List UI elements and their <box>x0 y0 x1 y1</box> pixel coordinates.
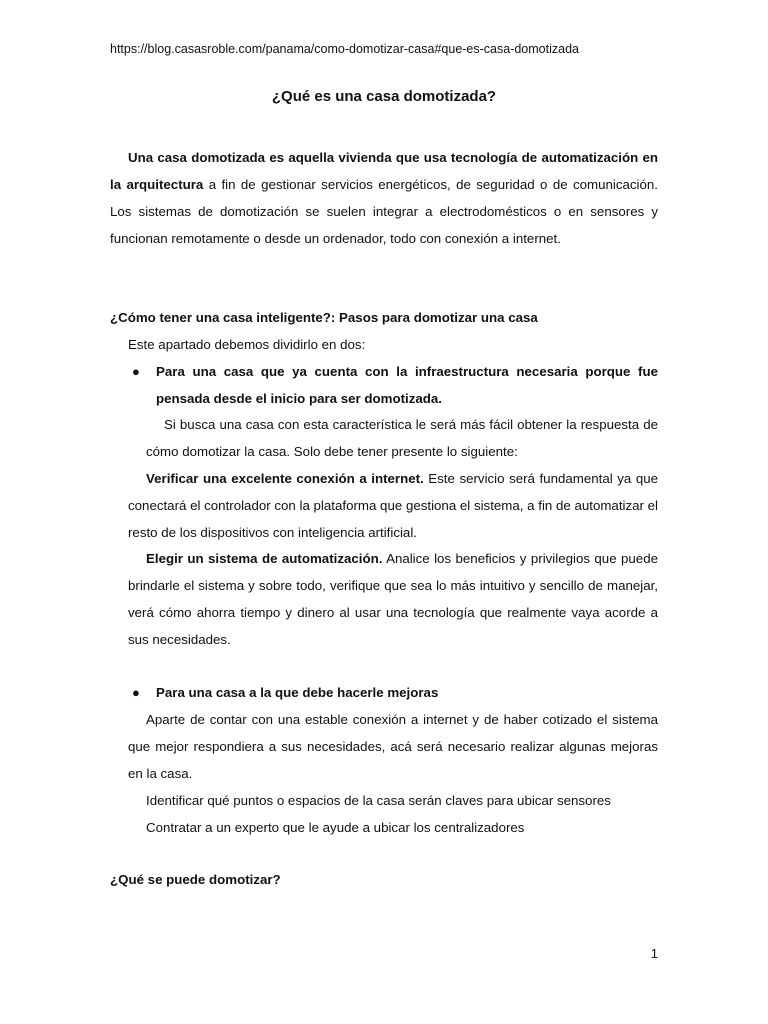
bullet-icon: ● <box>132 685 140 700</box>
paragraph-rest: Analice los beneficios y privilegios que puede brindarle el sistema y sobre todo, verifique que sea lo más intuitivo y sencillo de manejar, verá cómo ahorra tiempo y dinero al usar una tecnología que realmente vaya acorde a sus necesidades. <box>128 551 658 647</box>
list-line: Contratar a un experto que le ayude a ubicar los centralizadores <box>146 820 525 835</box>
paragraph-bold: Elegir un sistema de automatización. <box>146 551 383 566</box>
page-title: ¿Qué es una casa domotizada? <box>271 88 497 105</box>
intro-paragraph <box>110 144 658 252</box>
paragraph: Aparte de contar con una estable conexión a internet y de haber cotizado el sistema que mejor respondiera a sus necesidades, acá será necesario realizar algunas mejoras en la casa. <box>128 712 658 781</box>
page-number: 1 <box>650 946 658 961</box>
source-url: https://blog.casasroble.com/panama/como-domotizar-casa#que-es-casa-domotizada <box>110 42 579 56</box>
list-line: Identificar qué puntos o espacios de la casa serán claves para ubicar sensores <box>146 793 611 808</box>
paragraph-rest: Este servicio será fundamental ya que conectará el controlador con la plataforma que gestiona el sistema, a fin de automatizar el resto de los dispositivos con inteligencia artificial. <box>128 471 659 540</box>
intro-rest: a fin de gestionar servicios energéticos, de seguridad o de comunicación. Los sistemas de domotización se suelen integrar a electrodomésticos o en sensores y funcionan remotamente o desde un ordenador, todo con conexión a internet. <box>110 177 658 246</box>
bullet-icon: ● <box>132 364 140 379</box>
paragraph-bold: Verificar una excelente conexión a internet. <box>146 471 424 486</box>
bullet-text: Para una casa a la que debe hacerle mejoras <box>156 685 439 700</box>
section-heading-what: ¿Qué se puede domotizar? <box>110 872 281 887</box>
intro-lead: Una casa domotizada es aquella vivienda que usa tecnología de automatización en la arquitectura <box>110 150 658 192</box>
paragraph-connection <box>128 465 658 546</box>
bullet-text: Para una casa que ya cuenta con la infraestructura necesaria porque fue pensada desde el inicio para ser domotizada. <box>156 364 658 406</box>
bullet-item-improvements <box>128 679 658 706</box>
section-heading-steps: ¿Cómo tener una casa inteligente?: Pasos para domotizar una casa <box>110 310 538 325</box>
paragraph-system <box>128 545 658 653</box>
bullet-item-existing <box>128 358 658 412</box>
section-subintro: Este apartado debemos dividirlo en dos: <box>128 337 366 352</box>
paragraph: Si busca una casa con esta característica le será más fácil obtener la respuesta de cómo domotizar la casa. Solo debe tener presente lo siguiente: <box>146 417 658 459</box>
